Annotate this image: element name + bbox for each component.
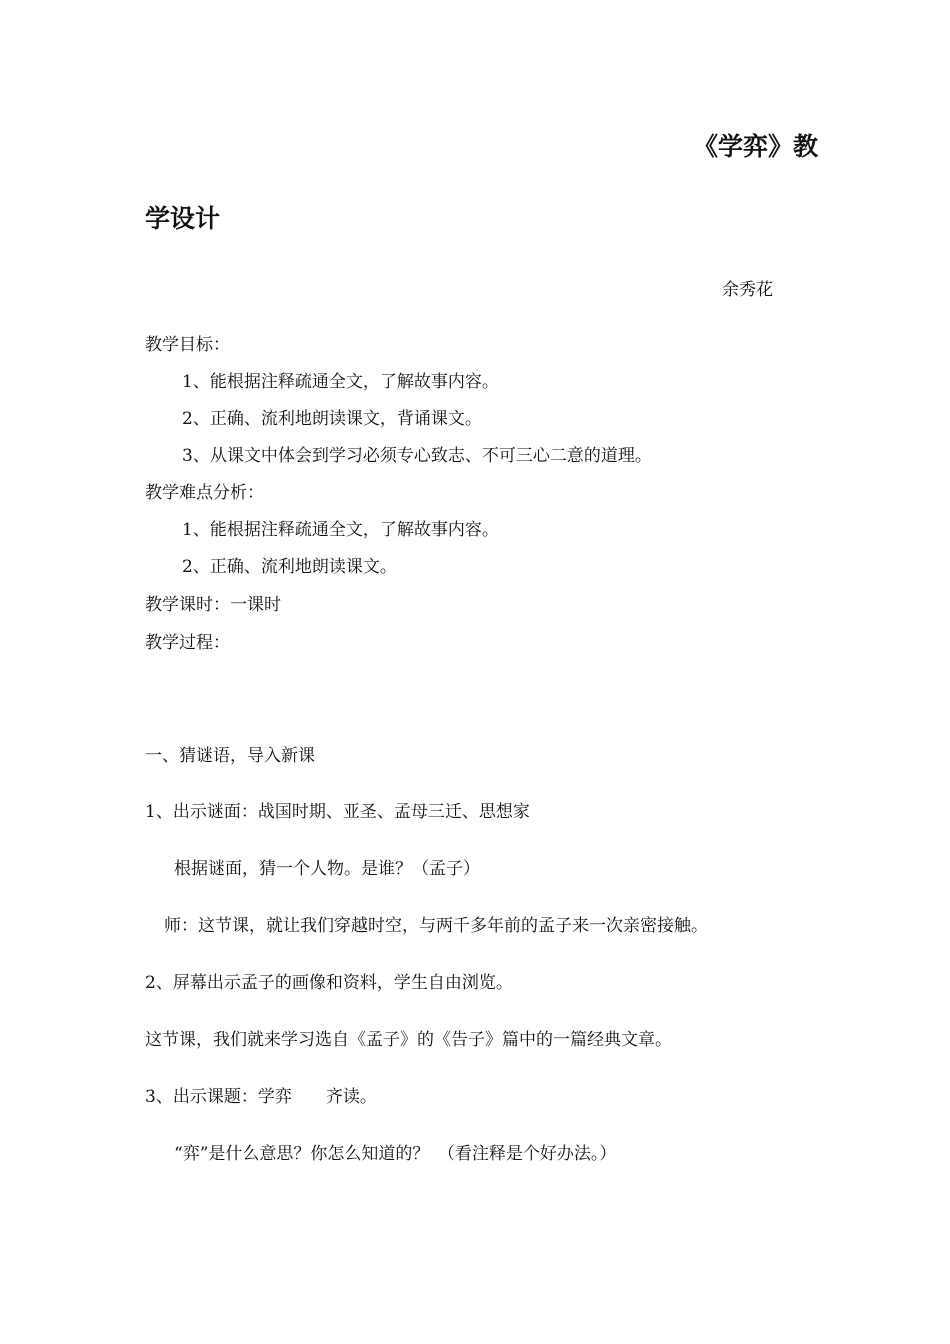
section1-line: 1、出示谜面：战国时期、亚圣、孟母三迁、思想家 (145, 802, 530, 822)
author-name: 余秀花 (722, 280, 773, 300)
objective-item: 3、从课文中体会到学习必须专心致志、不可三心二意的道理。 (182, 446, 652, 466)
difficulties-heading: 教学难点分析： (145, 483, 264, 503)
section1-line: “弈”是什么意思？你怎么知道的？ （看注释是个好办法。） (174, 1144, 617, 1164)
section1-line: 根据谜面，猜一个人物。是谁？（孟子） (174, 859, 480, 879)
document-title-part1: 《学弈》教 (693, 132, 819, 161)
section1-heading: 一、猜谜语，导入新课 (145, 746, 315, 766)
section1-line: 3、出示课题：学弈 齐读。 (145, 1087, 377, 1107)
document-title-part2: 学设计 (145, 204, 221, 233)
section1-line: 师：这节课，就让我们穿越时空，与两千多年前的孟子来一次亲密接触。 (164, 916, 708, 936)
section1-line: 这节课，我们就来学习选自《孟子》的《告子》篇中的一篇经典文章。 (145, 1030, 672, 1050)
objectives-heading: 教学目标： (145, 335, 230, 355)
difficulty-item: 2、正确、流利地朗读课文。 (182, 557, 397, 577)
objective-item: 2、正确、流利地朗读课文，背诵课文。 (182, 409, 482, 429)
class-hours: 教学课时：一课时 (145, 595, 281, 615)
objective-item: 1、能根据注释疏通全文，了解故事内容。 (182, 372, 499, 392)
section1-line: 2、屏幕出示孟子的画像和资料，学生自由浏览。 (145, 973, 513, 993)
process-heading: 教学过程： (145, 633, 230, 653)
difficulty-item: 1、能根据注释疏通全文，了解故事内容。 (182, 520, 499, 540)
